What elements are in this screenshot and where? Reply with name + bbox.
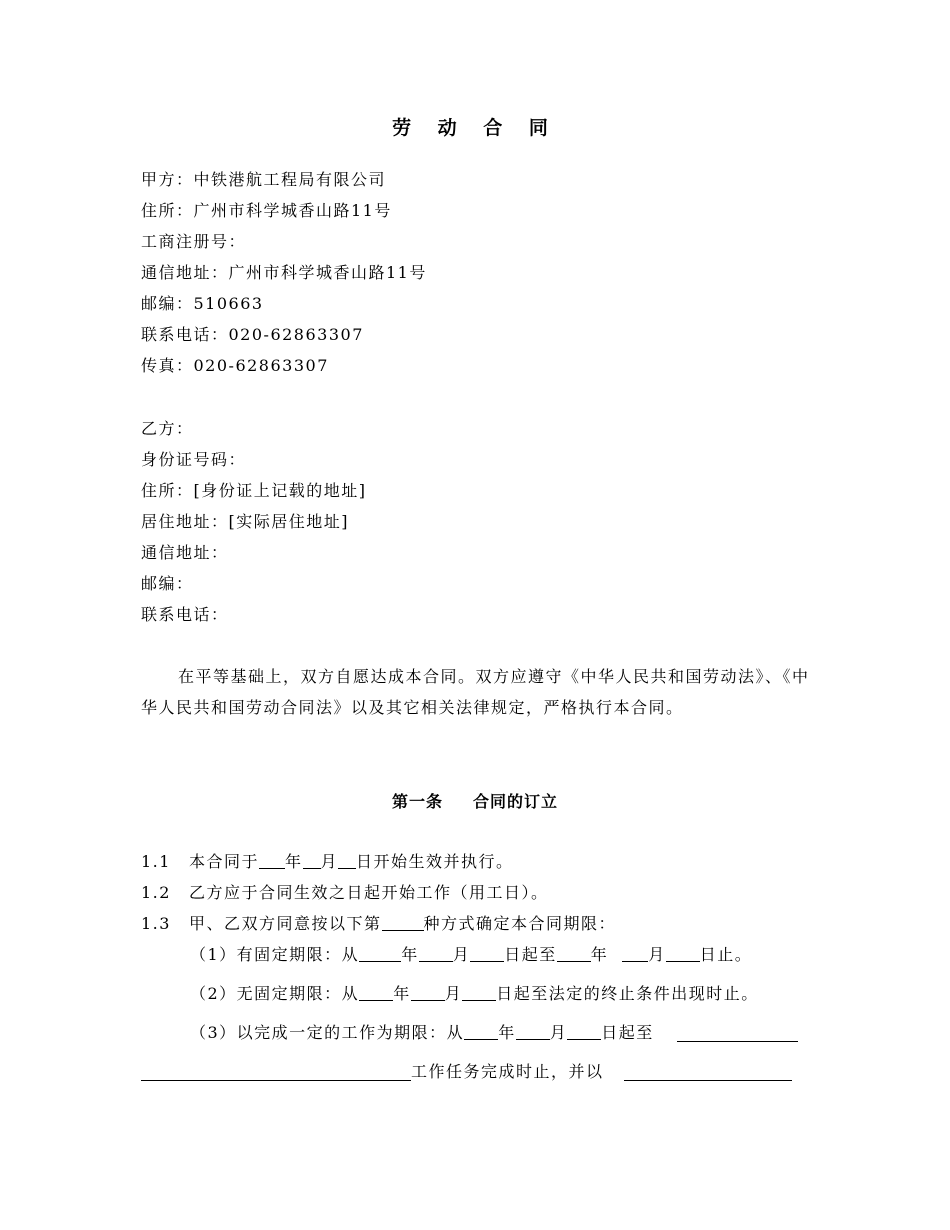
end-day-blank[interactable] (666, 945, 700, 962)
start-year-blank[interactable] (359, 984, 393, 1001)
party-b-residence: 居住地址：[实际居住地址] (141, 512, 349, 531)
end-month-blank[interactable] (622, 945, 648, 962)
term-option-2: （2）无固定期限：从 年 月 日起至法定的终止条件出现时止。 (190, 984, 759, 1003)
completion-criterion-blank[interactable] (624, 1080, 792, 1081)
party-b-id-number: 身份证号码： (141, 450, 247, 469)
term-option-3: （3）以完成一定的工作为期限：从 年 月 日起至 (190, 1023, 654, 1042)
preamble-text: 在平等基础上，双方自愿达成本合同。双方应遵守《中华人民共和国劳动法》、《中华人民共和国劳动合同法》以及其它相关法律规定，严格执行本合同。 (141, 667, 810, 717)
start-year-blank[interactable] (359, 945, 401, 962)
start-day-blank[interactable] (470, 945, 504, 962)
clause-1-2: 1.2 乙方应于合同生效之日起开始工作（用工日）。 (141, 883, 549, 902)
start-month-blank[interactable] (419, 945, 453, 962)
party-b-phone: 联系电话： (141, 605, 229, 624)
party-a-address: 住所：广州市科学城香山路11号 (141, 201, 392, 220)
document-title: 劳 动 合 同 (392, 117, 558, 139)
article-1-number: 第一条 (391, 792, 443, 811)
preamble-paragraph (141, 661, 811, 723)
start-day-blank[interactable] (462, 984, 496, 1001)
article-1-title: 合同的订立 (473, 792, 559, 811)
term-option-1: （1）有固定期限：从 年 月 日起至 年 月 日止。 (190, 945, 753, 964)
year-blank[interactable] (259, 852, 285, 869)
party-a-name: 甲方：中铁港航工程局有限公司 (141, 170, 387, 189)
article-1-heading (0, 789, 950, 812)
clause-1-3: 1.3 甲、乙双方同意按以下第 种方式确定本合同期限： (141, 914, 617, 933)
task-description-blank[interactable] (141, 1080, 411, 1081)
day-blank[interactable] (338, 852, 356, 869)
party-a-mail-address: 通信地址：广州市科学城香山路11号 (141, 263, 427, 282)
task-description-blank-end[interactable] (677, 1041, 798, 1042)
start-month-blank[interactable] (411, 984, 445, 1001)
party-a-phone: 联系电话：020-62863307 (141, 325, 364, 344)
clause-number: 1.1 (141, 852, 171, 871)
party-a-postcode: 邮编：510663 (141, 294, 264, 313)
party-a-registration: 工商注册号： (141, 232, 247, 251)
clause-1-1: 1.1 本合同于 年 月 日开始生效并执行。 (141, 852, 514, 871)
party-b-name: 乙方： (141, 419, 194, 438)
start-day-blank[interactable] (567, 1023, 601, 1040)
party-b-mail-address: 通信地址： (141, 543, 229, 562)
party-b-postcode: 邮编： (141, 574, 194, 593)
party-b-address: 住所：[身份证上记载的地址] (141, 481, 367, 500)
month-blank[interactable] (303, 852, 321, 869)
term-option-3-continuation: 工作任务完成时止，并以 (411, 1062, 604, 1081)
clause-number: 1.3 (141, 914, 171, 933)
end-year-blank[interactable] (557, 945, 591, 962)
start-year-blank[interactable] (464, 1023, 498, 1040)
party-a-fax: 传真：020-62863307 (141, 356, 329, 375)
start-month-blank[interactable] (516, 1023, 550, 1040)
option-number-blank[interactable] (382, 914, 424, 931)
clause-number: 1.2 (141, 883, 171, 902)
